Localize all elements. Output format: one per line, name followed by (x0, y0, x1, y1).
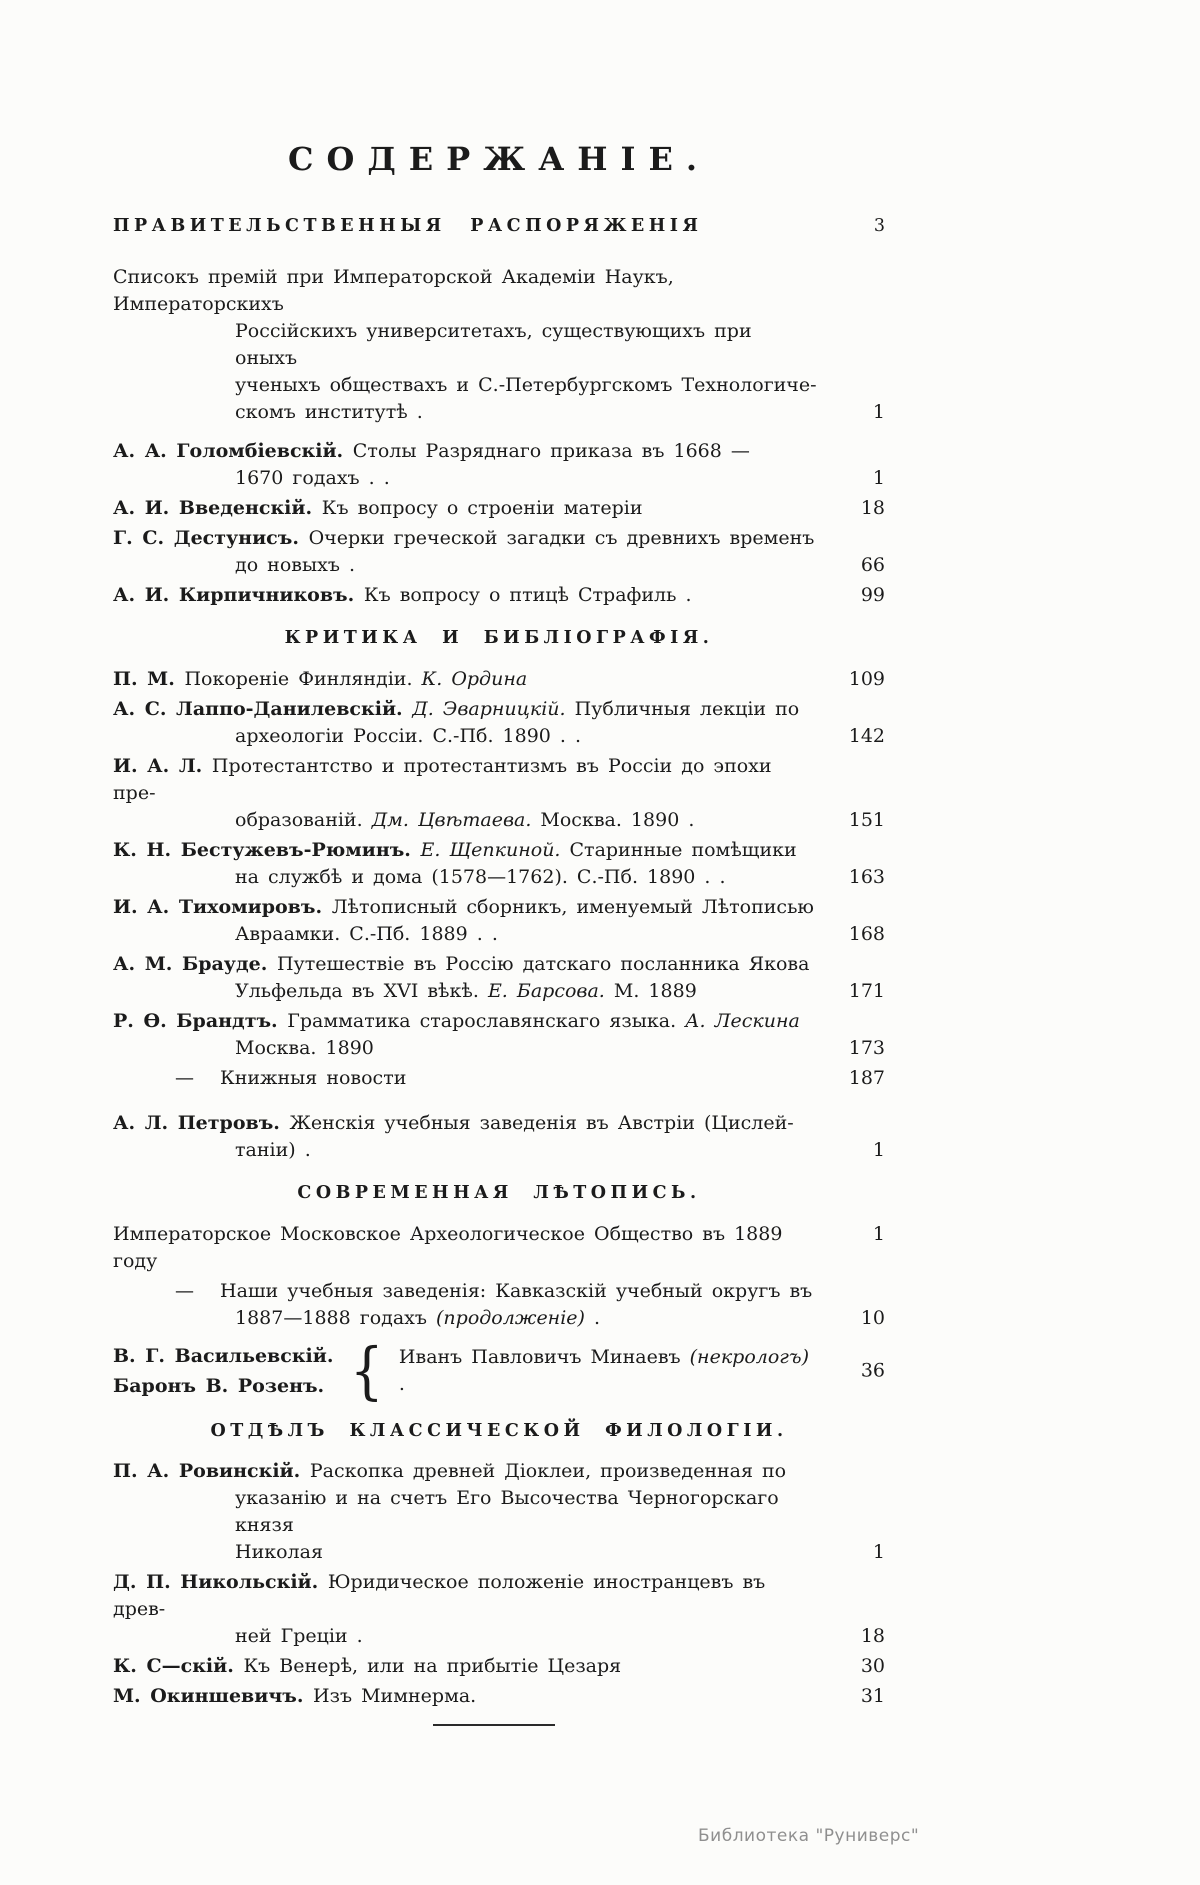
entry-text: Юридическое положеніе иностранцевъ въ древ- (113, 1571, 766, 1620)
entry-text: Женскія учебныя заведенія въ Австріи (Цислей- (289, 1112, 794, 1134)
entry-text (113, 438, 821, 465)
entry-text (113, 495, 821, 522)
entry-text: ПРАВИТЕЛЬСТВЕННЫЯ РАСПОРЯЖЕНІЯ (113, 216, 703, 236)
entry-text: . (584, 1307, 601, 1329)
entry-text (235, 1623, 821, 1650)
toc-line (113, 951, 885, 978)
page-number: 36 (860, 1359, 885, 1382)
divider-rule (433, 1724, 555, 1726)
entry-text: Николая (235, 1541, 323, 1563)
entry-text (235, 1485, 821, 1539)
entry-text (235, 372, 821, 399)
toc-line (113, 807, 885, 834)
entry-text: Публичныя лекціи по (574, 698, 800, 720)
toc-line (113, 438, 885, 465)
entry-text: скомъ институтѣ . (235, 401, 423, 423)
toc-line (113, 1035, 885, 1062)
page-number: 66 (860, 554, 885, 576)
entry-text: Столы Разряднаго приказа въ 1668 — (352, 440, 750, 462)
entry-text (113, 625, 885, 652)
toc-line (113, 318, 885, 372)
page-number: 109 (848, 668, 885, 690)
toc-line (113, 1137, 885, 1164)
page-number: 187 (848, 1067, 885, 1089)
entry-text (113, 1065, 821, 1092)
entry-text: Ульфельда въ XVI вѣкѣ. (235, 980, 488, 1002)
section-heading (113, 1180, 885, 1207)
toc-line (113, 1458, 885, 1485)
entry-text (235, 318, 821, 372)
entry-text: Императорское Московское Археологическое Общество въ 1889 году (113, 1223, 783, 1272)
toc-line (113, 399, 885, 426)
toc-list (113, 213, 885, 1726)
entry-text (113, 1683, 821, 1710)
author-name: К. С—скій. (113, 1655, 244, 1677)
italic-text: (некрологъ) (689, 1346, 809, 1368)
entry-text: Старинные помѣщики (569, 839, 797, 861)
entry-text (235, 921, 821, 948)
entry-text (113, 213, 821, 240)
author-name: К. Н. Бестужевъ-Рюминъ. (113, 839, 421, 861)
entry-text: Протестантство и протестантизмъ въ Россіи до эпохи пре- (113, 755, 772, 804)
entry-text: . (398, 1373, 405, 1395)
entry-text: Грамматика старославянскаго языка. (287, 1010, 686, 1032)
entry-text: Лѣтописный сборникъ, именуемый Лѣтописью (331, 896, 814, 918)
entry-text: образованій. (235, 809, 372, 831)
entry-text (235, 1137, 821, 1164)
toc-line (113, 1683, 885, 1710)
author-name: А. М. Брауде. (113, 953, 277, 975)
entry-text: на службѣ и дома (1578—1762). С.-Пб. 1890 . . (235, 866, 726, 888)
entry-text (113, 525, 821, 552)
author-name: П. А. Ровинскій. (113, 1460, 310, 1482)
entry-text (235, 723, 821, 750)
entry-text: археологіи Россіи. С.-Пб. 1890 . . (235, 725, 582, 747)
author-name: А. С. Лаппо-Данилевскій. (113, 698, 413, 720)
toc-line (113, 864, 885, 891)
page-number: 10 (860, 1307, 885, 1329)
toc-heading (113, 213, 885, 240)
toc-line (113, 666, 885, 693)
entry-text: Къ вопросу о птицѣ Страфиль . (363, 584, 692, 606)
toc-line (113, 1539, 885, 1566)
entry-text: — (175, 1067, 194, 1089)
toc-line (113, 582, 885, 609)
toc-line (113, 1305, 885, 1332)
entry-text: Путешествіе въ Россію датскаго посланника Якова (276, 953, 810, 975)
entry-text: Книжныя новости (220, 1067, 407, 1089)
entry-text (113, 1180, 885, 1207)
toc-line (113, 1221, 885, 1275)
entry-text (113, 837, 821, 864)
entry-text: Россійскихъ университетахъ, существующихъ при оныхъ (235, 320, 752, 369)
page-number: 99 (860, 584, 885, 606)
entry-text: ученыхъ обществахъ и С.-Петербургскомъ Технологиче- (235, 374, 817, 396)
page-number: 171 (848, 980, 885, 1002)
entry-text (113, 696, 821, 723)
entry-text: Москва. 1890 . (531, 809, 695, 831)
toc-line (113, 978, 885, 1005)
author-name: Г. С. Дестунисъ. (113, 527, 309, 549)
toc-line (113, 525, 885, 552)
entry-text (113, 1008, 821, 1035)
entry-text: Наши учебныя заведенія: Кавказскій учебный округъ въ (220, 1280, 813, 1302)
entry-text: Къ Венерѣ, или на прибытіе Цезаря (243, 1655, 622, 1677)
page-number: 18 (860, 497, 885, 519)
toc-line (113, 1623, 885, 1650)
entry-text: Къ вопросу о строеніи матеріи (321, 497, 643, 519)
toc-line (113, 921, 885, 948)
entry-text (113, 666, 821, 693)
entry-text (235, 978, 821, 1005)
toc-line (113, 894, 885, 921)
entry-text (113, 1458, 821, 1485)
author-name: В. Г. Васильевскій. (113, 1345, 334, 1367)
italic-text: А. Лескина (685, 1010, 800, 1032)
toc-line (113, 1065, 885, 1092)
toc-line (113, 837, 885, 864)
toc-line (113, 372, 885, 399)
brace-glyph: { (350, 1334, 384, 1407)
page-number: 30 (860, 1655, 885, 1677)
italic-text: Дм. Цвѣтаева. (371, 809, 532, 831)
entry-text (235, 1035, 821, 1062)
entry-text: таніи) . (235, 1139, 311, 1161)
toc-line (113, 696, 885, 723)
entry-text: Покореніе Финляндіи. (184, 668, 422, 690)
entry-text (113, 1110, 821, 1137)
entry-text: КРИТИКА И БИБЛІОГРАФІЯ. (284, 628, 714, 648)
entry-text: Москва. 1890 (235, 1037, 374, 1059)
page-number: 31 (860, 1685, 885, 1707)
author-name: А. Л. Петровъ. (113, 1112, 290, 1134)
entry-text: Авраамки. С.-Пб. 1889 . . (235, 923, 498, 945)
toc-line (113, 552, 885, 579)
page-title: СОДЕРЖАНІЕ. (287, 140, 711, 178)
entry-text: ней Греціи . (235, 1625, 363, 1647)
page-number: 1 (872, 1223, 885, 1245)
author-name: Р. Ѳ. Брандтъ. (113, 1010, 288, 1032)
entry-text (113, 1418, 885, 1445)
entry-text (113, 1569, 821, 1623)
entry-text: Списокъ премій при Императорской Академіи Наукъ, Императорскихъ (113, 266, 674, 315)
section-heading (113, 625, 885, 652)
author-name: А. И. Кирпичниковъ. (113, 584, 364, 606)
entry-text (235, 807, 821, 834)
entry-text: Изъ Мимнерма. (313, 1685, 477, 1707)
toc-line (113, 1110, 885, 1137)
entry-text: ОТДѢЛЪ КЛАССИЧЕСКОЙ ФИЛОЛОГІИ. (210, 1421, 788, 1441)
page-number: 173 (848, 1037, 885, 1059)
entry-text: М. 1889 (604, 980, 697, 1002)
page-number: 142 (848, 725, 885, 747)
author-name: Баронъ В. Розенъ. (113, 1375, 325, 1397)
entry-text (235, 399, 821, 426)
author-name: А. И. Введенскій. (113, 497, 322, 519)
italic-text: Е. Барсова. (487, 980, 605, 1002)
entry-text (113, 1653, 821, 1680)
page-number: 1 (872, 1541, 885, 1563)
section-heading (113, 1418, 885, 1445)
toc-line (113, 753, 885, 807)
toc-line (113, 465, 885, 492)
entry-text: указанію и на счетъ Его Высочества Черногорскаго князя (235, 1487, 779, 1536)
entry-text (113, 951, 821, 978)
entry-text (113, 1221, 821, 1275)
italic-text: К. Ордина (421, 668, 528, 690)
page-number: 163 (848, 866, 885, 888)
toc-line (113, 1278, 885, 1305)
entry-text (235, 864, 821, 891)
entry-text (113, 1278, 821, 1305)
entry-text (113, 753, 821, 807)
entry-text: СОВРЕМЕННАЯ ЛѢТОПИСЬ. (297, 1183, 701, 1203)
toc-line (113, 1485, 885, 1539)
entry-text (235, 1539, 821, 1566)
entry-text: Иванъ Павловичъ Минаевъ (398, 1346, 690, 1368)
toc-line (113, 1008, 885, 1035)
author-name: А. А. Голомбіевскій. (113, 440, 353, 462)
entry-text: 1670 годахъ . . (235, 467, 390, 489)
page-number: 1 (872, 401, 885, 423)
author-name: И. А. Тихомировъ. (113, 896, 332, 918)
author-name: Д. П. Никольскій. (113, 1571, 328, 1593)
author-name: П. М. (113, 668, 185, 690)
author-name: М. Окиншевичъ. (113, 1685, 314, 1707)
author-name: И. А. Л. (113, 755, 212, 777)
entry-text: до новыхъ . (235, 554, 355, 576)
italic-text: Д. Эварницкій. (412, 698, 575, 720)
bracket-authors (113, 1341, 333, 1401)
toc-line (113, 723, 885, 750)
entry-text (235, 552, 821, 579)
page-number: 1 (872, 1139, 885, 1161)
page-number: 3 (873, 216, 885, 236)
italic-text: Е. Щепкиной. (420, 839, 570, 861)
toc-line (113, 264, 885, 318)
entry-text (113, 582, 821, 609)
toc-line (113, 1653, 885, 1680)
entry-text (113, 894, 821, 921)
page-number: 151 (848, 809, 885, 831)
entry-text: — (175, 1280, 194, 1302)
entry-text: Очерки греческой загадки съ древнихъ временъ (308, 527, 815, 549)
entry-text: 1887—1888 годахъ (235, 1307, 437, 1329)
page-number: 1 (872, 467, 885, 489)
entry-text: Раскопка древней Діоклеи, произведенная по (309, 1460, 787, 1482)
watermark: Библиотека "Руниверс" (698, 1826, 920, 1846)
entry-text (399, 1344, 821, 1398)
italic-text: (продолженіе) (436, 1307, 585, 1329)
toc-bracket-entry (113, 1334, 885, 1407)
entry-text (235, 465, 821, 492)
page-number: 18 (860, 1625, 885, 1647)
page-number: 168 (848, 923, 885, 945)
toc-line (113, 1569, 885, 1623)
entry-text (235, 1305, 821, 1332)
toc-line (113, 495, 885, 522)
entry-text (113, 264, 821, 318)
